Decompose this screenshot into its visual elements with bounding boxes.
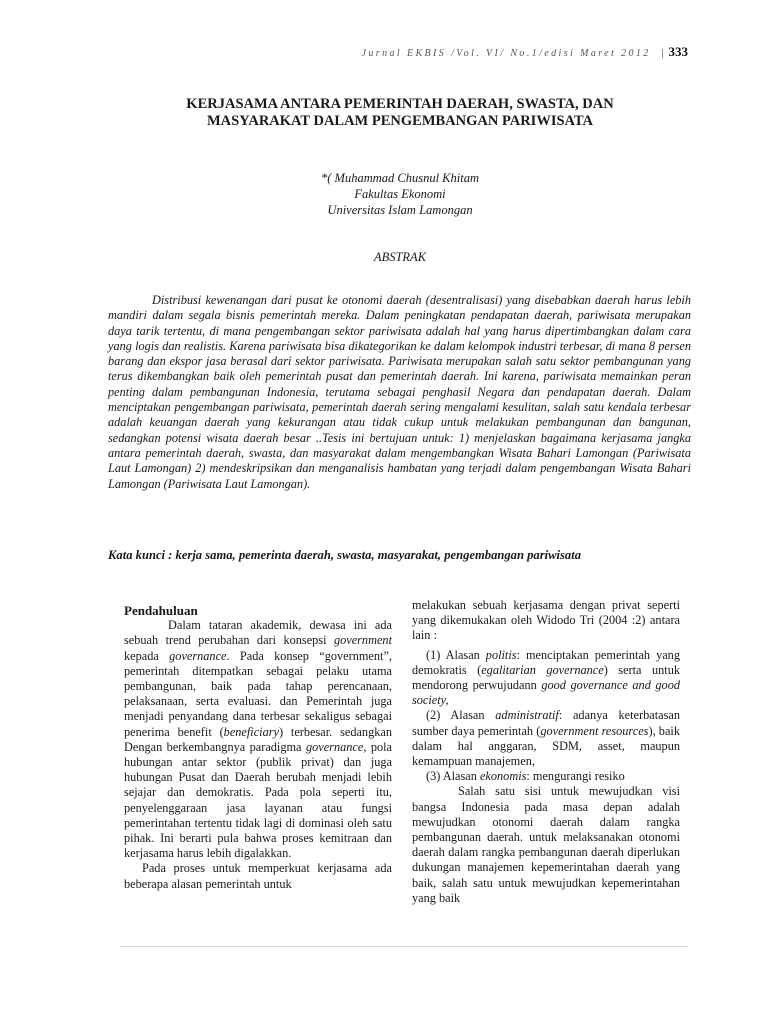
reason-administrative: (2) Alasan administratif: adanya keterbatasan sumber daya pemerintah (government resources), baik dalam hal anggaran, SDM, asset, maupun kemampuan manajemen,	[412, 708, 680, 769]
abstract-text: Distribusi kewenangan dari pusat ke otonomi daerah (desentralisasi) yang disebabkan daerah harus lebih mandiri dalam segala bisnis pemerintah mereka. Dalam peningkatan pendapatan daerah, pariwisata merupakan daya tarik tertentu, di mana pengembangan sektor pariwisata adalah hal yang harus dipertimbangkan dalam cara yang logis dan realistis. Karena pariwisata bisa dikategorikan ke dalam kelompok industri terbesar, di mana 8 persen barang dan ekspor jasa berasal dari sektor pariwisata. Pariwisata merupakan salah satu sektor pembangunan yang terus dikembangkan baik oleh pemerintah pusat dan pemerintah daerah. Ini karena, pariwisata memainkan peran penting dalam pembangunan Indonesia, terutama sebagai penghasil Negara dan pendapatan daerah. Dalam menciptakan pengembangan pariwisata, pemerintah daerah sering mengalami kesulitan, salah satu kendala terbesar adalah keuangan daerah yang kekurangan atau tidak cukup untuk melakukan pembangunan dan bangunan, sedangkan potensi wisata daerah besar ..Tesis ini bertujuan untuk: 1) menjelaskan bagaimana kerjasama jangka antara pemerintah daerah, swasta, dan masyarakat dalam mengembangkan Wisata Bahari Lamongan (Pariwisata Laut Lamongan) 2) mendeskripsikan dan menganalisis hambatan yang terjadi dalam pengembangan Wisata Bahari Lamongan (Pariwisata Laut Lamongan).	[108, 293, 691, 491]
right-paragraph-1: melakukan sebuah kerjasama dengan privat seperti yang dikemukakan oleh Widodo Tri (2004 :2) antara lain :	[412, 598, 680, 643]
reason-political: (1) Alasan politis: menciptakan pemerintah yang demokratis (egalitarian governance) serta untuk mendorong perwujudann good governance and good society,	[412, 647, 680, 708]
keywords: Kata kunci : kerja sama, pemerinta daerah, swasta, masyarakat, pengembangan pariwisata	[108, 548, 582, 562]
section-heading-pendahuluan: Pendahuluan	[124, 603, 198, 618]
running-header	[0, 44, 688, 60]
left-column	[124, 603, 392, 892]
title-line-1: KERJASAMA ANTARA PEMERINTAH DAERAH, SWASTA, DAN	[186, 96, 614, 112]
author-university: Universitas Islam Lamongan	[327, 203, 473, 217]
intro-paragraph-2: Pada proses untuk memperkuat kerjasama ada beberapa alasan pemerintah untuk	[124, 861, 392, 891]
bottom-divider	[120, 946, 688, 947]
reason-economic: (3) Alasan ekonomis: mengurangi resiko	[426, 769, 625, 784]
page-number: 333	[668, 44, 688, 59]
intro-paragraph-1: Dalam tataran akademik, dewasa ini ada sebuah trend perubahan dari konsepsi government kepada governance. Pada konsep “government”, pemerintah ditempatkan sebagai pelaku utama pembangunan, baik pada tahap perencanaan, pelaksanaan, serta evaluasi. dan Pemerintah juga menjadi penyandang dana terbesar sekaligus sebagai penerima benefit (beneficiary) terbesar. sedangkan Dengan berkembangnya paradigma governance, pola hubungan antar sektor (publik privat) dan juga hubungan Pusat dan Daerah berubah menjadi lebih sejajar dan demokratis. Pada pola seperti itu, penyelenggaraan jasa layanan atau fungsi pemerintahan tertentu tidak lagi di dominasi oleh satu pihak. Ini berarti pula bahwa proses kemitraan dan kerjasama harus lebih digalakkan.	[124, 618, 392, 861]
author-block	[110, 170, 690, 218]
author-name: *( Muhammad Chusnul Khitam	[321, 171, 479, 185]
header-separator: |	[661, 48, 664, 59]
author-faculty: Fakultas Ekonomi	[354, 187, 446, 201]
right-paragraph-2: Salah satu sisi untuk mewujudkan visi bangsa Indonesia pada masa depan adalah mewujudkan otonomi daerah dalam rangka pembangunan daerah. untuk melaksanakan otonomi daerah dalam rangka pembangunan daerah diperlukan dukungan manajemen kepemerintahan daerah yang baik, salah satu untuk mewujudkan kepemerintahan yang baik	[412, 784, 680, 905]
abstract-heading: ABSTRAK	[373, 250, 427, 264]
paper-title	[110, 96, 690, 130]
journal-citation: Jurnal EKBIS /Vol. VI/ No.1/edisi Maret 2012	[361, 48, 651, 59]
title-line-2: MASYARAKAT DALAM PENGEMBANGAN PARIWISATA	[206, 113, 593, 129]
right-column	[412, 598, 680, 906]
